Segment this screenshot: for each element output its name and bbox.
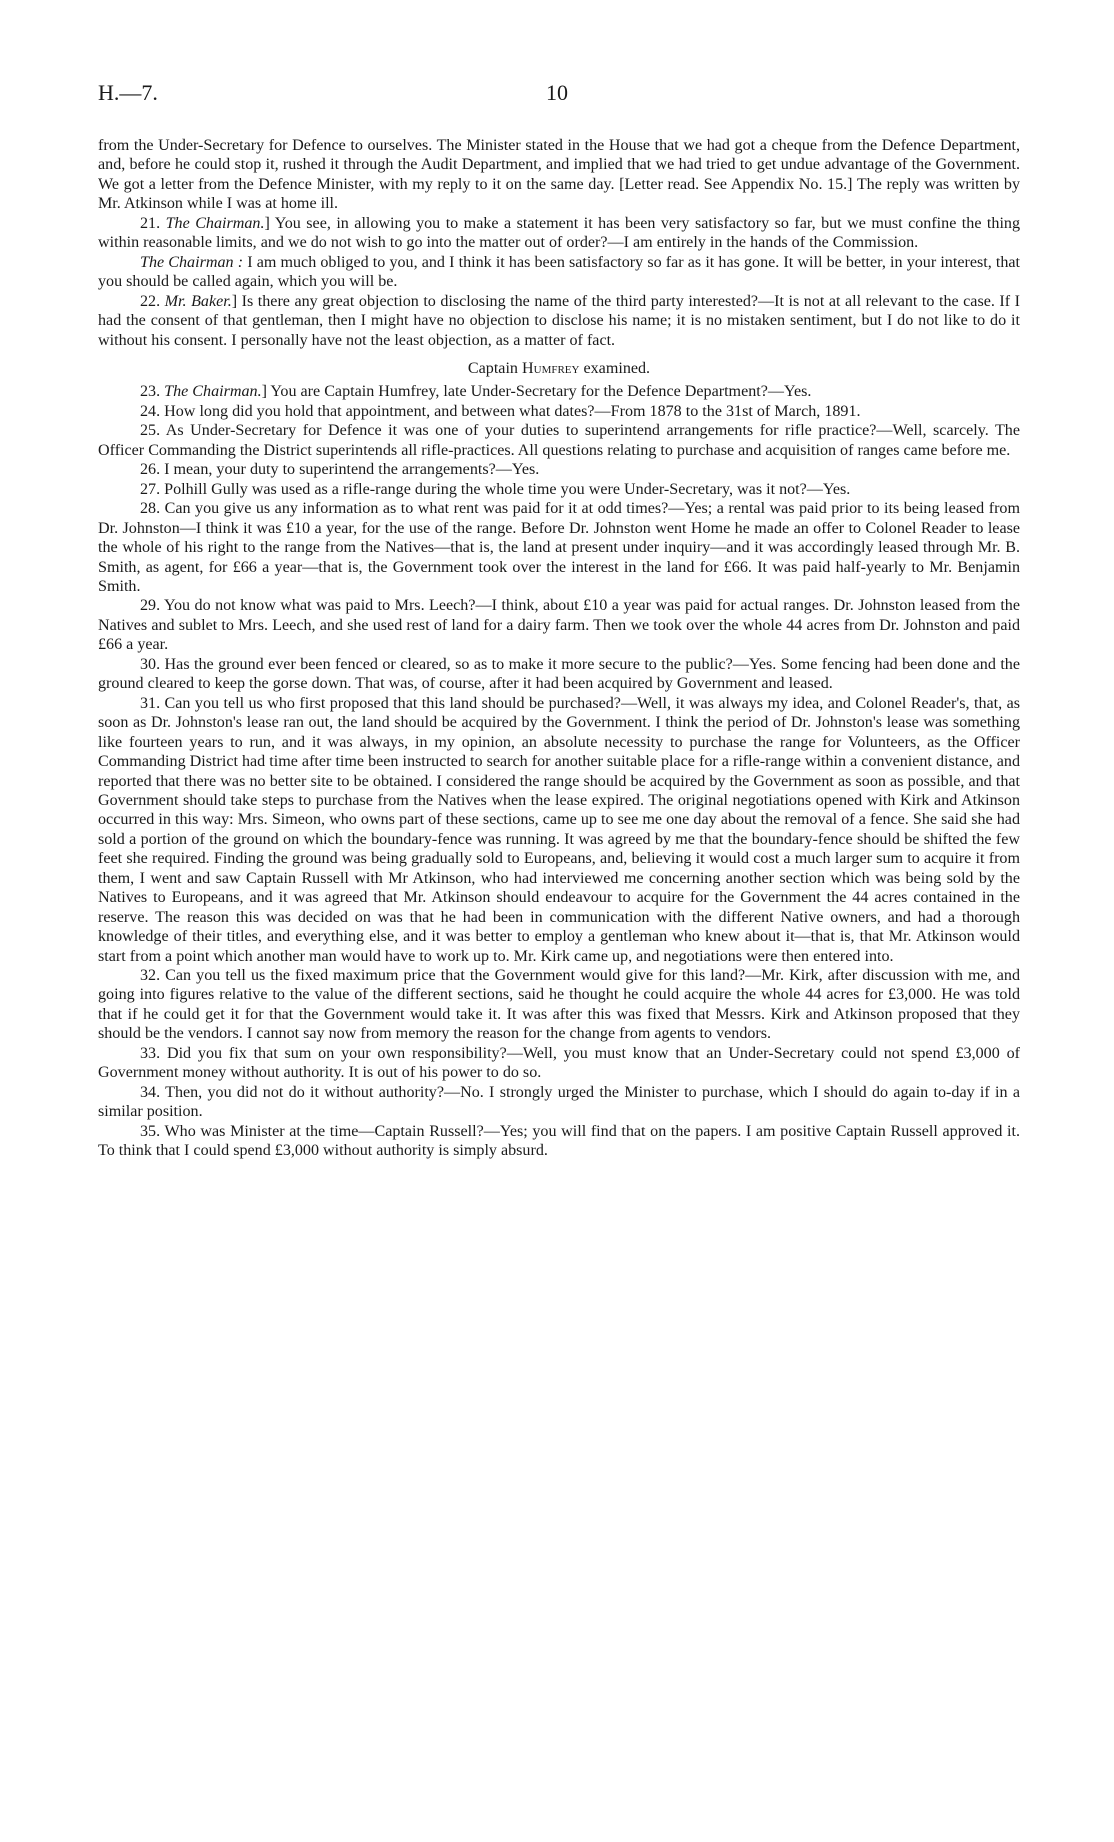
section-heading: Captain Humfrey examined.	[467, 359, 651, 377]
paragraph-q21: 21. The Chairman.] You see, in allowing you to make a statement it has been very satisfactory so far, but we must confine the thing within reasonable limits, and we do not wish to go into the matter out of order?—I am entirely in the hands of the Commission.	[98, 214, 1021, 252]
paragraph-q22: 22. Mr. Baker.] Is there any great objection to disclosing the name of the third party interested?—It is not at all relevant to the case. If I had the consent of that gentleman, then I might have no objection to disclose his name; it is no mistaken sentiment, but I do not like to do it without his consent. I personally have not the least objection, as a matter of fact.	[98, 292, 1020, 349]
paragraph-continuation: from the Under-Secretary for Defence to ourselves. The Minister stated in the House that we had got a cheque from the Defence Department, and, before he could stop it, rushed it through the Audit Department, and implied that we had tried to get undue advantage of the Government. We got a letter from the Defence Minister, with my reply to it on the same day. [Letter read. See Appendix No. 15.] The reply was written by Mr. Atkinson while I was at home ill.	[98, 137, 1020, 213]
page-number: 10	[546, 80, 568, 105]
speaker-label: The Chairman :	[140, 253, 244, 271]
series-label: H.—7.	[98, 80, 158, 105]
paragraph-q28: 28. Can you give us any information as to what rent was paid for it at odd times?—Yes; a rental was paid prior to its being leased from Dr. Johnston—I think it was £10 a year, for the use of the range. Before Dr. Johnston went Home he made an offer to Colonel Reader to lease the whole of his right to the range from the Natives—that is, the land at present under inquiry—and it was accordingly leased through Mr. B. Smith, as agent, for £66 a year—that is, the Government took over the interest in the land for £66. It was paid half-yearly to Mr. Benjamin Smith.	[98, 500, 1020, 595]
paragraph-chairman-remark: The Chairman : I am much obliged to you, and I think it has been satisfactory so far as it has gone. It will be better, in your interest, that you should be called again, which you will be.	[98, 253, 1021, 291]
speaker-label: Mr. Baker.	[164, 292, 232, 310]
paragraph-q24: 24. How long did you hold that appointment, and between what dates?—From 1878 to the 31st of March, 1891.	[140, 402, 861, 420]
paragraph-q23: 23. The Chairman.] You are Captain Humfrey, late Under-Secretary for the Defence Department?—Yes.	[140, 383, 812, 401]
speaker-label: The Chairman.	[164, 383, 262, 401]
paragraph-q33: 33. Did you fix that sum on your own responsibility?—Well, you must know that an Under-Secretary could not spend £3,000 of Government money without authority. It is out of his power to do so.	[98, 1044, 1020, 1082]
paragraph-q34: 34. Then, you did not do it without authority?—No. I strongly urged the Minister to purchase, which I should do again to-day if in a similar position.	[98, 1083, 1020, 1121]
paragraph-q31: 31. Can you tell us who first proposed that this land should be purchased?—Well, it was always my idea, and Colonel Reader's, that, as soon as Dr. Johnston's lease ran out, the land should be acquired by the Government. I think the period of Dr. Johnston's lease was something like fourteen years to run, and it was always, in my opinion, an absolute necessity to purchase the range for Volunteers, as the Officer Commanding District had time after time been instructed to search for another suitable place for a rifle-range within a convenient distance, and reported that there was no better site to be obtained. I considered the range should be acquired by the Government as soon as possible, and that Government should take steps to purchase from the Natives when the lease expired. The original negotiations opened with Kirk and Atkinson occurred in this way: Mrs. Simeon, who owns part of these sections, came up to see me one day about the removal of a fence. She said she had sold a portion of the ground on which the boundary-fence was running. It was agreed by me that the boundary-fence should be shifted the few feet she required. Finding the ground was being gradually sold to Europeans, and, believing it would cost a much larger sum to acquire it from them, I went and saw Captain Russell with Mr Atkinson, who had interviewed me concerning another section which was being sold by the Natives to Europeans, and it was agreed that Mr. Atkinson should endeavour to acquire for the Government the 44 acres contained in the reserve. The reason this was decided on was that he had been in communication with the different Native owners, and had a thorough knowledge of their titles, and everything else, and it was better to employ a gentleman who knew about it—that is, that Mr. Atkinson would start from a point which another man would have to work up to. Mr. Kirk came up, and negotiations were then entered into.	[98, 694, 1020, 965]
paragraph-q32: 32. Can you tell us the fixed maximum price that the Government would give for this land?—Mr. Kirk, after discussion with me, and going into figures relative to the value of the different sections, said he thought he could acquire the whole 44 acres for £3,000. He was told that if he could get it for that the Government would take it. It was after this was fixed that Messrs. Kirk and Atkinson proposed that they should be the vendors. I cannot say now from memory the reason for the change from agents to vendors.	[98, 967, 1020, 1043]
witness-name: Humfrey	[522, 359, 580, 377]
paragraph-q35: 35. Who was Minister at the time—Captain Russell?—Yes; you will find that on the papers. I am positive Captain Russell approved it. To think that I could spend £3,000 without authority is simply absurd.	[98, 1122, 1020, 1160]
paragraph-q30: 30. Has the ground ever been fenced or cleared, so as to make it more secure to the public?—Yes. Some fencing had been done and the ground cleared to keep the gorse down. That was, of course, after it had been acquired by Government and leased.	[98, 655, 1020, 693]
paragraph-q27: 27. Polhill Gully was used as a rifle-range during the whole time you were Under-Secretary, was it not?—Yes.	[140, 480, 851, 498]
paragraph-q25: 25. As Under-Secretary for Defence it was one of your duties to superintend arrangements for rifle practice?—Well, scarcely. The Officer Commanding the District superintends all rifle-practices. All questions relating to purchase and acquisition of ranges came before me.	[98, 422, 1020, 459]
paragraph-q26: 26. I mean, your duty to superintend the arrangements?—Yes.	[140, 461, 540, 479]
speaker-label: The Chairman.	[165, 214, 265, 232]
page-header	[98, 80, 1016, 114]
paragraph-q29: 29. You do not know what was paid to Mrs. Leech?—I think, about £10 a year was paid for actual ranges. Dr. Johnston leased from the Natives and sublet to Mrs. Leech, and she used rest of land for a dairy farm. Then we took over the whole 44 acres from Dr. Johnston and paid £66 a year.	[98, 597, 1020, 654]
page-body	[98, 136, 1020, 1161]
